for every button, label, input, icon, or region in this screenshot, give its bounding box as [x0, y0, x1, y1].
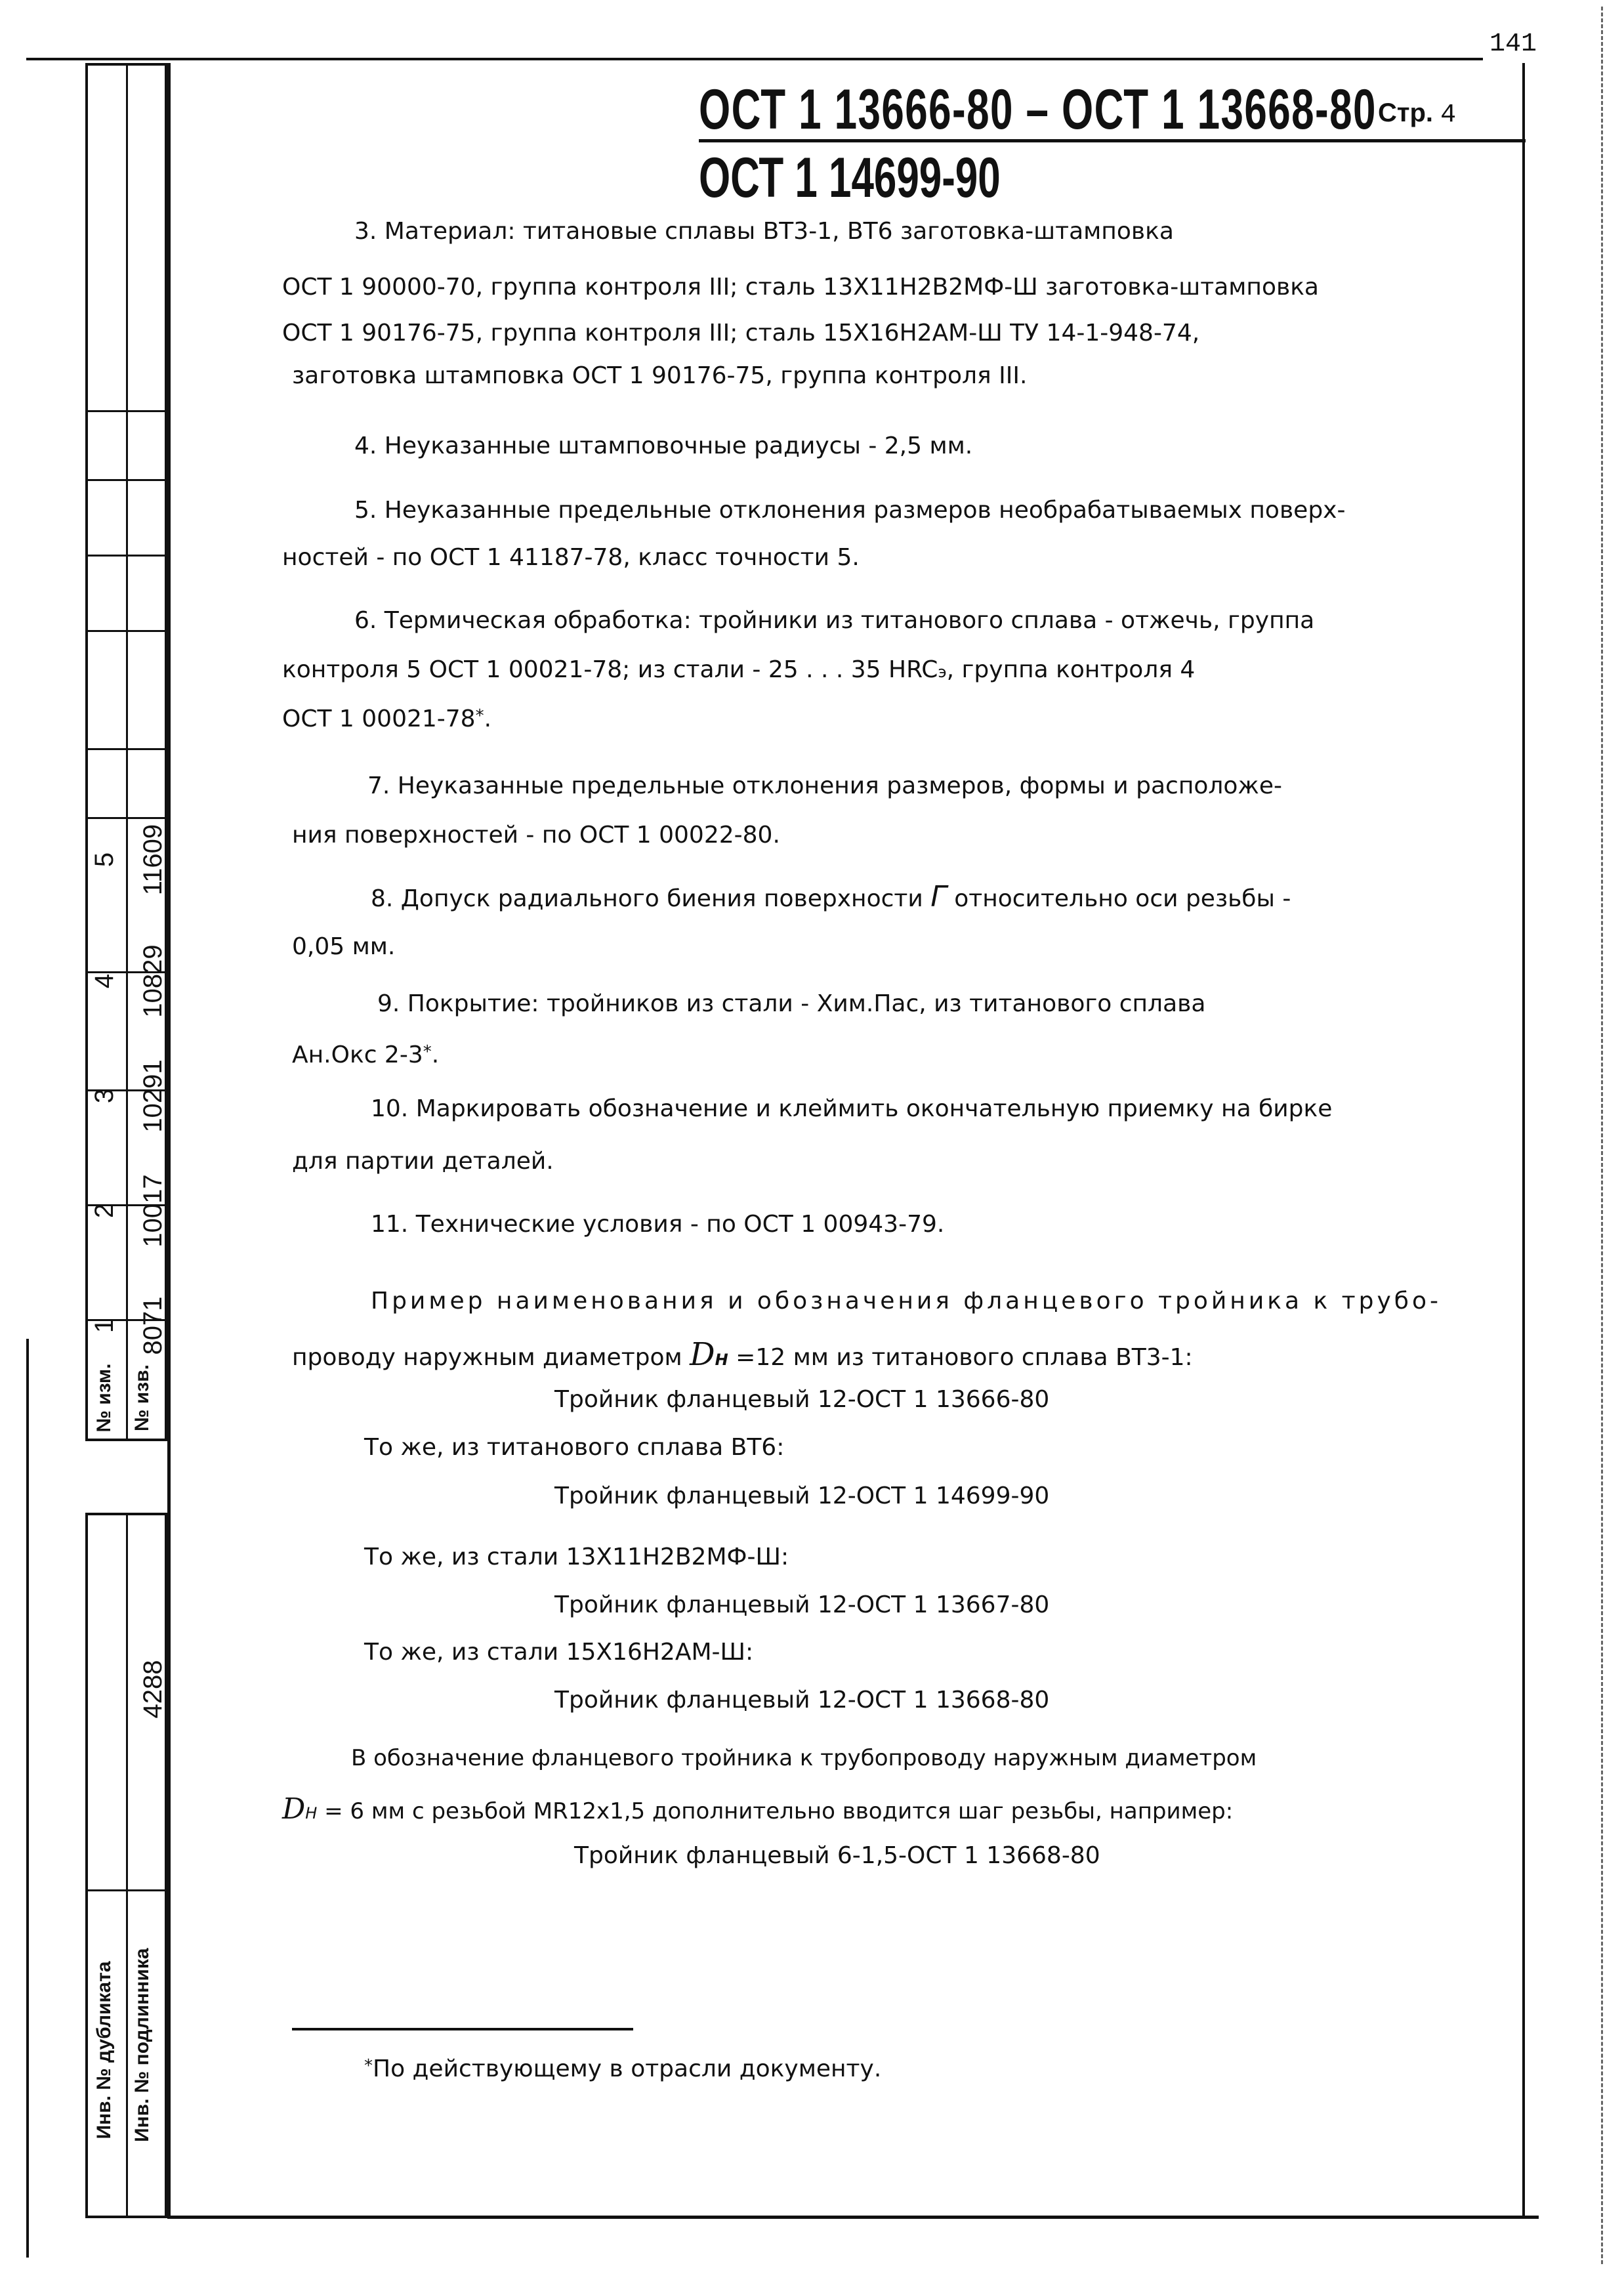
- inventory-value: 4288: [138, 1660, 167, 1719]
- notice-number: 10291: [138, 1059, 167, 1133]
- page-label-text: Стр.: [1378, 98, 1434, 127]
- title-rule: [699, 139, 1526, 142]
- text-line: 0,05 мм.: [292, 933, 396, 960]
- text-line: 9. Покрытие: тройников из стали - Хим.Пас, из титанового сплава: [377, 990, 1206, 1017]
- text-part: 8. Допуск радиального биения поверхности: [371, 885, 931, 912]
- hrc-subscript: э: [938, 663, 947, 681]
- inventory-strip: [85, 1513, 167, 2218]
- text-part: .: [484, 705, 492, 732]
- text-line: Тройник фланцевый 6-1,5-ОСТ 1 13668-80: [574, 1842, 1100, 1869]
- text-line: То же, из стали 13Х11Н2В2МФ-Ш:: [364, 1544, 789, 1570]
- text-part: , группа контроля 4: [946, 656, 1196, 683]
- text-part: проводу наружным диаметром: [292, 1344, 690, 1371]
- text-part: =12 мм из титанового сплава ВТ3-1:: [728, 1344, 1193, 1371]
- change-label: № изм.: [93, 1363, 115, 1433]
- outer-right-edge: [1601, 7, 1603, 2264]
- text-line: Тройник фланцевый 12-ОСТ 1 13668-80: [554, 1687, 1050, 1714]
- text-part: ОСТ 1 00021-78: [282, 705, 476, 732]
- text-line: для партии деталей.: [292, 1148, 554, 1175]
- text-line: 5. Неуказанные предельные отклонения размеров необрабатываемых поверх-: [354, 497, 1346, 524]
- text-line: [292, 1336, 1193, 1373]
- change-number: 3: [90, 1088, 119, 1104]
- text-line: 11. Технические условия - по ОСТ 1 00943-79.: [371, 1211, 945, 1238]
- footnote: [364, 2057, 881, 2081]
- duplicate-label: Инв. № дубликата: [93, 1961, 115, 2139]
- diameter-symbol: D: [690, 1336, 715, 1373]
- document-title-second: ОСТ 1 14699-90: [699, 146, 1001, 209]
- page-label: [1378, 98, 1456, 130]
- page-number: 141: [1489, 30, 1537, 59]
- original-label: Инв. № подлинника: [131, 1948, 153, 2142]
- footnote-marker: *: [475, 706, 484, 726]
- document-title: ОСТ 1 13666-80 – ОСТ 1 13668-80: [699, 78, 1377, 141]
- notice-number: 11609: [138, 824, 167, 896]
- footnote-marker: *: [423, 1042, 432, 1062]
- change-number: 4: [90, 973, 119, 989]
- footnote-rule: [292, 2028, 633, 2030]
- change-number: 5: [90, 852, 119, 868]
- diameter-subscript: Н: [305, 1804, 318, 1822]
- text-line: 4. Неуказанные штамповочные радиусы - 2,5 мм.: [354, 432, 973, 459]
- frame-right-border: [1522, 63, 1525, 2216]
- text-line: [282, 658, 1195, 682]
- diameter-symbol: D: [282, 1792, 306, 1826]
- text-line: [282, 1792, 1234, 1826]
- notice-number: 10829: [138, 944, 167, 1018]
- text-part: относительно оси резьбы -: [946, 885, 1291, 912]
- text-line: То же, из титанового сплава ВТ6:: [364, 1434, 785, 1461]
- surface-symbol: Г: [930, 880, 947, 914]
- text-line: Тройник фланцевый 12-ОСТ 1 14699-90: [554, 1483, 1050, 1509]
- text-line: 3. Материал: титановые сплавы ВТ3-1, ВТ6 заготовка-штамповка: [354, 218, 1174, 245]
- text-part: контроля 5 ОСТ 1 00021-78; из стали - 25 . . . 35 HRC: [282, 656, 938, 683]
- text-line: ОСТ 1 90176-75, группа контроля III; сталь 15Х16Н2АМ-Ш ТУ 14-1-948-74,: [282, 320, 1200, 347]
- top-border-line: [26, 58, 1483, 60]
- text-line: В обозначение фланцевого тройника к трубопроводу наружным диаметром: [351, 1745, 1257, 1771]
- text-line: 6. Термическая обработка: тройники из титанового сплава - отжечь, группа: [354, 607, 1315, 634]
- notice-label: № изв.: [131, 1364, 153, 1431]
- left-margin-mark: [26, 1339, 29, 2258]
- text-line: ния поверхностей - по ОСТ 1 00022-80.: [292, 822, 780, 849]
- text-line: То же, из стали 15Х16Н2АМ-Ш:: [364, 1639, 754, 1666]
- text-line: заготовка штамповка ОСТ 1 90176-75, группа контроля III.: [292, 362, 1028, 389]
- text-part: Ан.Окс 2-3: [292, 1041, 423, 1068]
- text-line: [282, 707, 491, 731]
- text-line: Пример наименования и обозначения фланцевого тройника к трубо-: [371, 1288, 1442, 1315]
- text-line: [292, 1043, 439, 1067]
- change-number: 1: [90, 1318, 119, 1334]
- text-line: ОСТ 1 90000-70, группа контроля III; сталь 13Х11Н2В2МФ-Ш заготовка-штамповка: [282, 274, 1319, 301]
- text-line: [371, 880, 1291, 914]
- text-line: Тройник фланцевый 12-ОСТ 1 13666-80: [554, 1386, 1050, 1413]
- text-part: = 6 мм с резьбой MR12x1,5 дополнительно вводится шаг резьбы, например:: [317, 1798, 1234, 1824]
- text-line: Тройник фланцевый 12-ОСТ 1 13667-80: [554, 1591, 1050, 1618]
- frame-bottom-border: [167, 2216, 1539, 2219]
- notice-number: 8071: [138, 1296, 167, 1355]
- text-part: .: [431, 1041, 440, 1068]
- text-line: 7. Неуказанные предельные отклонения размеров, формы и расположе-: [367, 772, 1282, 799]
- text-line: ностей - по ОСТ 1 41187-78, класс точности 5.: [282, 544, 860, 571]
- text-line: 10. Маркировать обозначение и клеймить окончательную приемку на бирке: [371, 1095, 1333, 1122]
- page-value: 4: [1440, 100, 1457, 130]
- notice-number: 10017: [138, 1174, 167, 1248]
- footnote-text: По действующему в отрасли документу.: [373, 2055, 882, 2082]
- change-registry-strip: [85, 63, 167, 1441]
- diameter-subscript: Н: [715, 1351, 728, 1369]
- change-number: 2: [90, 1203, 119, 1219]
- footnote-mark: *: [364, 2056, 373, 2076]
